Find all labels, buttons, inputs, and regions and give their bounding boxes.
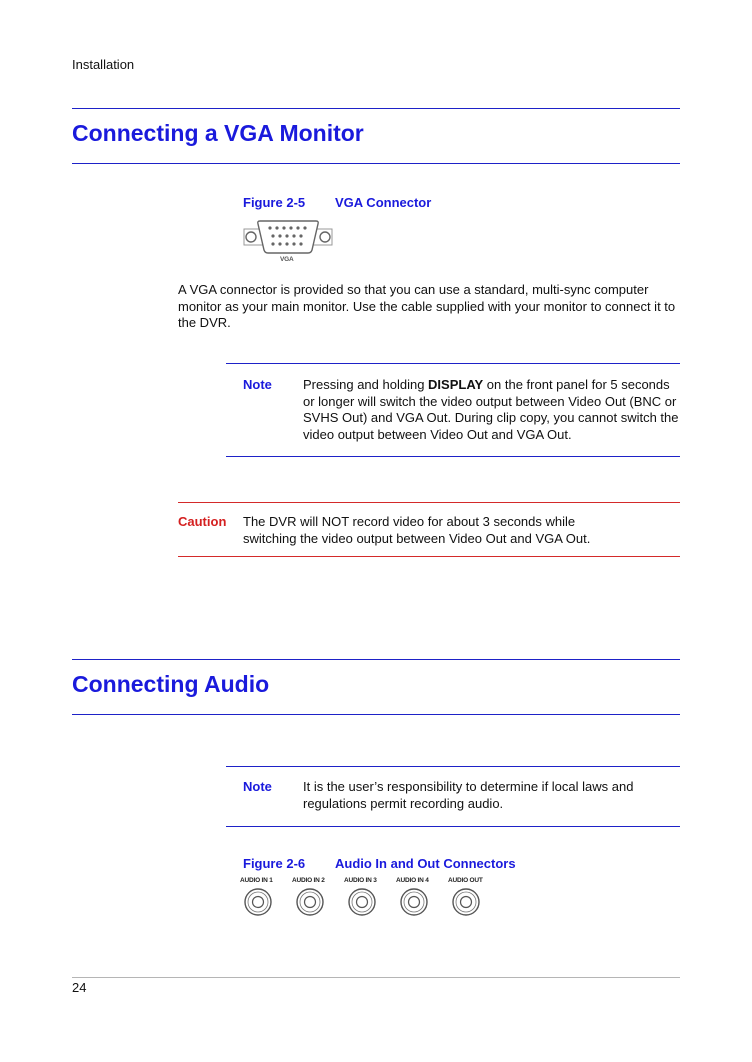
rca-jack-icon xyxy=(347,887,377,917)
audio-connector xyxy=(396,877,434,884)
vga-body-paragraph: A VGA connector is provided so that you can use a standard, multi-sync computer monitor as your main monitor. Use the cable supplied with your monitor to connect it to the DVR. xyxy=(178,282,676,330)
audio-connector xyxy=(448,877,486,884)
figure-number: Figure 2-6 xyxy=(243,856,306,871)
note-text-bold: DISPLAY xyxy=(428,377,484,392)
section-rule-bottom xyxy=(72,163,680,164)
vga-connector-icon xyxy=(240,215,336,265)
page-number: 24 xyxy=(72,980,87,995)
audio-connector xyxy=(344,877,382,884)
vga-port-label: VGA xyxy=(280,256,294,263)
rca-jack-icon xyxy=(295,887,325,917)
figure-number: Figure 2-5 xyxy=(243,195,306,210)
section-rule-top xyxy=(72,659,680,660)
rca-jack-icon xyxy=(243,887,273,917)
caution-text: The DVR will NOT record video for about 3 seconds while switching the video output between Video Out and VGA Out. xyxy=(243,514,591,546)
connector-label: AUDIO IN 3 xyxy=(344,877,377,884)
rca-jack-icon xyxy=(451,887,481,917)
note-text-part: Pressing and holding xyxy=(303,377,429,392)
section-title-audio: Connecting Audio xyxy=(72,671,270,697)
figure-title: VGA Connector xyxy=(335,195,432,210)
note-rule-top xyxy=(226,363,680,364)
audio-connectors xyxy=(240,877,500,921)
figure-title: Audio In and Out Connectors xyxy=(335,856,516,871)
connector-label: AUDIO IN 4 xyxy=(396,877,429,884)
section-rule-top xyxy=(72,108,680,109)
caution-rule-top xyxy=(178,502,680,503)
caution-label: Caution xyxy=(178,514,227,529)
footer-rule xyxy=(72,977,680,978)
connector-label: AUDIO IN 2 xyxy=(292,877,325,884)
section-rule-bottom xyxy=(72,714,680,715)
note-text-part: on the front panel for 5 seconds or longer will switch the video output between Video Out (BNC or SVHS Out) and VGA Out. During clip copy, you cannot switch the video output between Video Out and VGA Out. xyxy=(303,377,679,442)
connector-label: AUDIO IN 1 xyxy=(240,877,273,884)
audio-connector xyxy=(240,877,278,884)
rca-jack-icon xyxy=(399,887,429,917)
note-rule-bottom xyxy=(226,826,680,827)
audio-connector xyxy=(292,877,330,884)
note-rule-bottom xyxy=(226,456,680,457)
running-head: Installation xyxy=(72,57,135,72)
note-rule-top xyxy=(226,766,680,767)
audio-note-label: Note xyxy=(243,779,272,794)
note-label: Note xyxy=(243,377,272,392)
section-title-vga: Connecting a VGA Monitor xyxy=(72,120,364,146)
caution-rule-bottom xyxy=(178,556,680,557)
note-text xyxy=(303,377,683,443)
connector-label: AUDIO OUT xyxy=(448,877,483,884)
audio-note-text: It is the user’s responsibility to determine if local laws and regulations permit recording audio. xyxy=(303,779,634,811)
